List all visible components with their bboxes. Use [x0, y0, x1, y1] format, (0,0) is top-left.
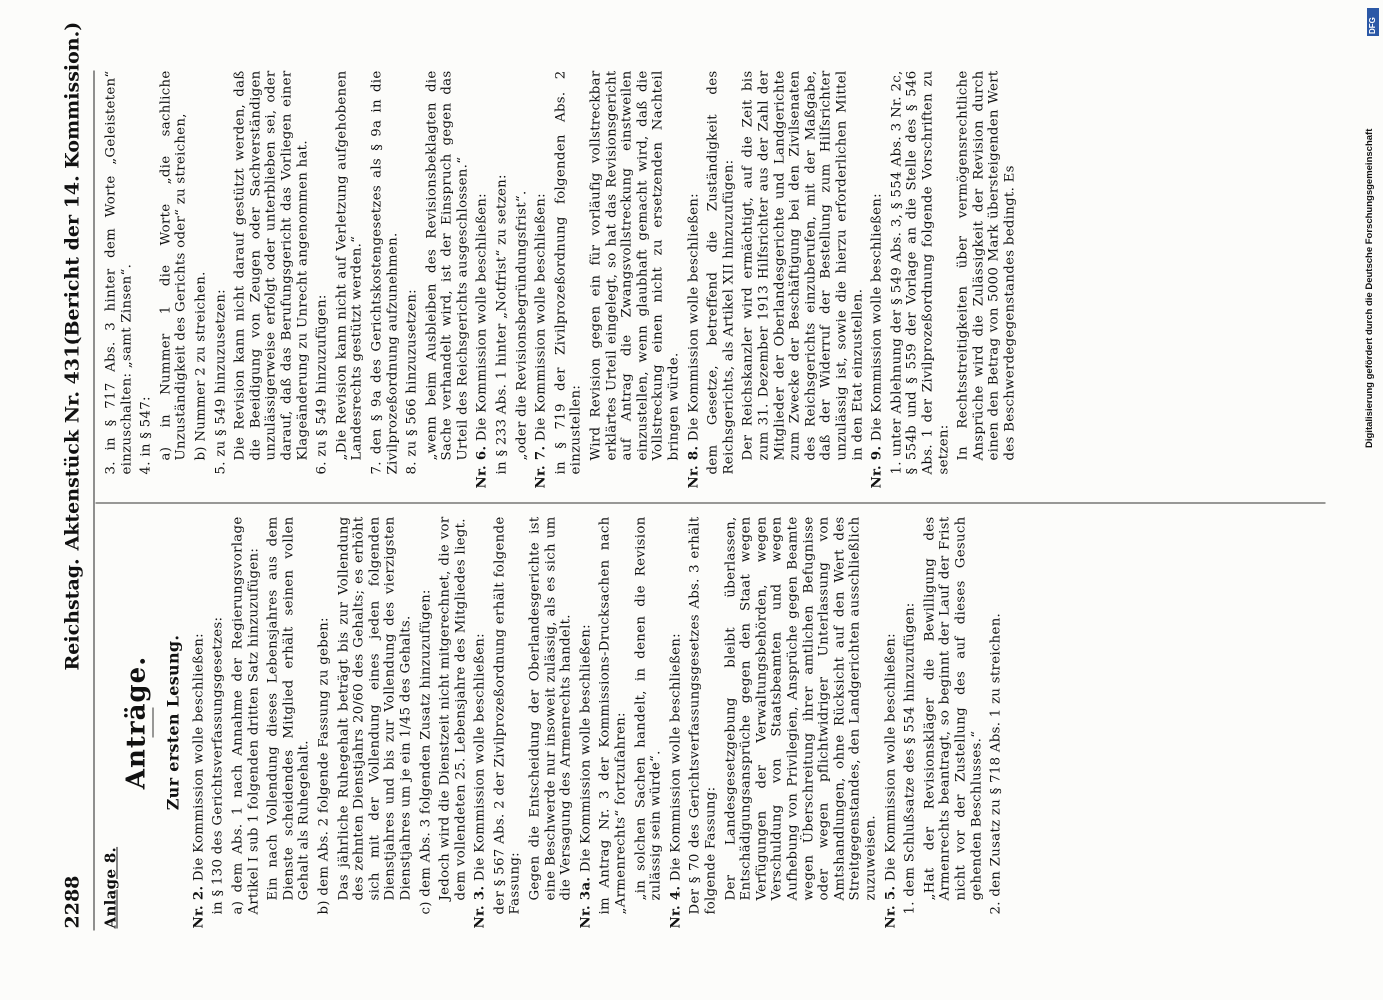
- digitization-stamp: [1362, 8, 1380, 998]
- paragraph: Das jährliche Ruhegehalt beträgt bis zur Vollendung des zehnten Dienstjahrs 20/60 des Gehalts; es erhöht sich mit der Vollendung eines jeden folgenden Dienstjahres und bis zur Vollendung des vierzigsten Dienstjahres um je ein 1/45 des Gehalts.: [336, 516, 414, 901]
- header-rule: [94, 71, 95, 931]
- paragraph: c) dem Abs. 3 folgenden Zusatz hinzuzufügen:: [418, 589, 433, 915]
- anlage-label: Anlage 8.: [101, 846, 120, 929]
- right-column: [104, 71, 1022, 489]
- paragraph: „in solchen Sachen handelt, in denen die Revision zulässig sein würde“.: [633, 516, 664, 901]
- motion-heading: Nr. 3. Die Kommission wolle beschließen:: [472, 633, 488, 929]
- motion-heading: Nr. 5. Die Kommission wolle beschließen:: [883, 633, 899, 929]
- paragraph: 7. den § 9a des Gerichtskostengesetzes als § 9a in die Zivilprozeßordnung aufzunehmen.: [369, 70, 400, 475]
- paragraph: Der Reichskanzler wird ermächtigt, auf die Zeit bis zum 31. Dezember 1913 Hilfsrichter aus der Zahl der Mitglieder der Oberlandesgerichte und Landgerichte zum Zwecke der Beschäftigung bei den Zivilsenaten des Reichsgerichts einzuberufen, mit der Maßgabe, daß der Widerruf der Bestellung zum Hilfsrichter unzulässig ist, sowie die hierzu erforderlichen Mittel in den Etat einzustellen.: [740, 70, 866, 461]
- paragraph: „Die Revision kann nicht auf Verletzung aufgehobenen Landesrechts gestützt werden.“: [334, 70, 365, 461]
- digitization-stamp-text: Digitalisierung gefördert durch die Deutsche Forschungsgemeinschaft: [1364, 128, 1375, 448]
- paragraph: in § 719 der Zivilprozeßordnung folgenden Abs. 2 einzustellen:: [553, 70, 584, 475]
- paragraph: Der § 70 des Gerichtsverfassungsgesetzes Abs. 3 erhält folgende Fassung:: [687, 516, 719, 915]
- paragraph: a) in Nummer 1 die Worte „die sachliche Unzuständigkeit des Gerichts oder“ zu streichen,: [158, 70, 189, 461]
- paragraph: 5. zu § 549 hinzuzusetzen:: [213, 289, 229, 475]
- motion-heading: Nr. 3a. Die Kommission wolle beschließen:: [578, 624, 594, 929]
- section-subtitle: Zur ersten Lesung.: [163, 634, 183, 811]
- paragraph: Ein nach Vollendung dieses Lebensjahres aus dem Dienste scheidendes Mitglied erhält seinen vollen Gehalt als Ruhegehalt.: [265, 516, 312, 901]
- paragraph: a) dem Abs. 1 nach Annahme der Regierungsvorlage Artikel I sub 1 folgenden dritten Satz hinzuzufügen:: [230, 516, 262, 915]
- paragraph: Wird Revision gegen ein für vorläufig vollstreckbar erklärtes Urteil eingelegt, so hat das Revisionsgericht auf Antrag die Zwangsvollstreckung einstweilen einzustellen, wenn glaubhaft gemacht wird, daß die Vollstreckung einen nicht zu ersetzenden Nachteil bringen würde.: [588, 70, 682, 461]
- page-header: [62, 1, 92, 1001]
- column-rule: [96, 503, 1326, 504]
- paragraph: in § 233 Abs. 1 hinter „Notfrist“ zu setzen:: [494, 174, 510, 475]
- paragraph: im Antrag Nr. 3 der Kommissions-Drucksachen nach „Armenrechts“ fortzufahren:: [597, 516, 629, 915]
- dfg-logo-text: DFG: [1368, 17, 1377, 34]
- paragraph: Die Revision kann nicht darauf gestützt werden, daß die Beeidigung von Zeugen oder Sachverständigen unzulässigerweise erfolgt oder unterblieben sei, oder darauf, daß das Berufungsgericht das Vorliegen einer Klageänderung zu Unrecht angenommen hat.: [232, 70, 311, 461]
- paragraph: Jedoch wird die Dienstzeit nicht mitgerechnet, die vor dem vollendeten 25. Lebensjahre des Mitgliedes liegt.: [437, 516, 469, 901]
- paragraph: 3. in § 717 Abs. 3 hinter dem Worte „Geleisteten“ einzuschalten: „samt Zinsen“.: [103, 70, 135, 475]
- header-reichstag: Reichstag.: [61, 558, 84, 671]
- rotated-page-content: [0, 1, 1383, 1001]
- left-column: [101, 516, 1009, 929]
- header-bericht: (Bericht der 14. Kommission.): [61, 21, 84, 346]
- paragraph: dem Gesetze, betreffend die Zuständigkeit des Reichsgerichts, als Artikel XII hinzuzufügen:: [705, 70, 737, 475]
- motion-heading: Nr. 2. Die Kommission wolle beschließen:: [191, 633, 207, 929]
- motion-heading: Nr. 7. Die Kommission wolle beschließen:: [533, 193, 549, 489]
- paragraph: Gegen die Entscheidung der Oberlandesgerichte ist eine Beschwerde nur insoweit zulässig, als es sich um die Versagung des Armenrechts handelt.: [527, 516, 574, 901]
- section-title: Anträge.: [121, 655, 152, 790]
- title-rule: [153, 708, 154, 738]
- motion-heading: Nr. 8. Die Kommission wolle beschließen:: [686, 193, 702, 489]
- paragraph: in § 130 des Gerichtsverfassungsgesetzes:: [210, 616, 226, 915]
- paragraph: „Hat der Revisionskläger die Bewilligung des Armenrechts beantragt, so beginnt der Lauf der Frist nicht vor der Zustellung des auf dieses Gesuch gehenden Beschlusses.“: [922, 516, 984, 901]
- header-aktenstueck: Aktenstück Nr. 431.: [61, 338, 84, 551]
- paragraph: In Rechtsstreitigkeiten über vermögensrechtliche Ansprüche wird die Zulässigkeit der Revision durch einen den Betrag von 5000 Mark übersteigenden Wert des Beschwerdegegenstandes bedingt. Es: [955, 70, 1018, 461]
- motion-heading: Nr. 4. Die Kommission wolle beschließen:: [668, 633, 684, 929]
- paragraph: „wenn beim Ausbleiben des Revisionsbeklagten die Sache verhandelt wird, ist der Einspruch gegen das Urteil des Reichsgerichts ausgeschlossen.“: [424, 70, 471, 461]
- motion-heading: Nr. 6. Die Kommission wolle beschließen:: [474, 193, 490, 489]
- motion-heading: Nr. 9. Die Kommission wolle beschließen:: [869, 193, 885, 489]
- paragraph: 8. zu § 566 hinzuzusetzen:: [404, 289, 420, 475]
- paragraph: b) dem Abs. 2 folgende Fassung zu geben:: [316, 617, 332, 915]
- paragraph: Der Landesgesetzgebung bleibt überlassen, Entschädigungsansprüche gegen den Staat wegen Verfügungen der Verwaltungsbehörden, wegen Verschuldung von Staatsbeamten und wegen Aufhebung von Privilegien, Ansprüche gegen Beamte wegen Überschreitung ihrer amtlichen Befugnisse oder wegen pflichtwidriger Unterlassung von Amtshandlungen, ohne Rücksicht auf den Wert des Streitgegenstandes, den Landgerichten ausschließlich zuzuweisen.: [723, 516, 879, 901]
- paragraph: „oder die Revisionsbegründungsfrist“.: [514, 190, 530, 461]
- paragraph: 6. zu § 549 hinzuzufügen:: [314, 294, 330, 475]
- paragraph: der § 567 Abs. 2 der Zivilprozeßordnung erhält folgende Fassung:: [492, 516, 523, 915]
- paragraph: 1. dem Schlußsatze des § 554 hinzuzufügen:: [902, 602, 918, 915]
- paragraph: 1. unter Ablehnung der § 549 Abs. 3, § 554 Abs. 3 Nr. 2c, § 554b und § 559 der Vorlage an die Stelle des § 546 Abs. 1 der Zivilprozeßordnung folgende Vorschriften zu setzen:: [889, 70, 951, 475]
- paragraph: 2. den Zusatz zu § 718 Abs. 1 zu streichen.: [988, 612, 1004, 915]
- paragraph: 4. in § 547:: [138, 396, 154, 475]
- paragraph: b) Nummer 2 zu streichen.: [193, 271, 209, 461]
- page-number: 2288: [61, 875, 84, 929]
